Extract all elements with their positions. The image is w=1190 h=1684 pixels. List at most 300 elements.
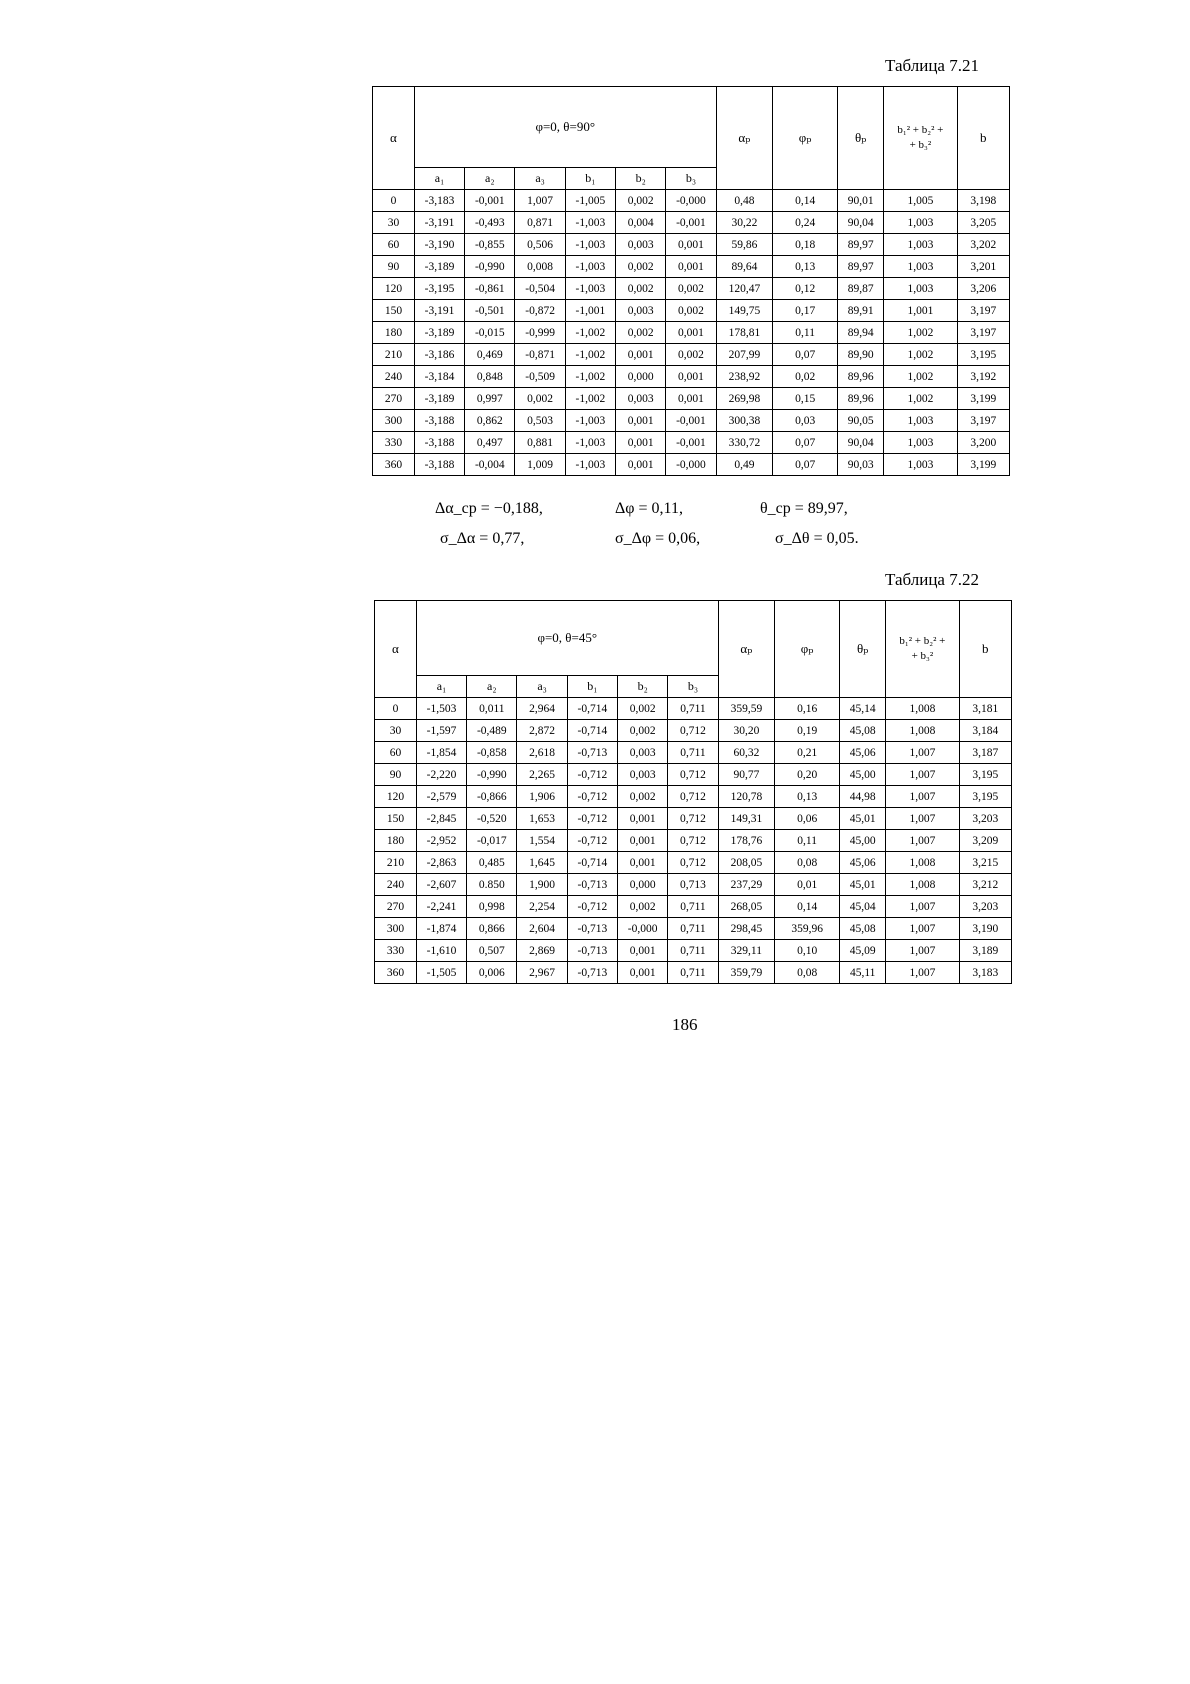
subheader-a1: a₁ (414, 168, 464, 190)
cell-b1: -0,714 (567, 852, 617, 874)
cell-a2: -0,855 (465, 234, 515, 256)
cell-b1: -0,713 (567, 918, 617, 940)
cell-phi-p: 0,11 (773, 322, 838, 344)
cell-alpha: 60 (375, 742, 417, 764)
cell-alpha-p: 269,98 (716, 388, 773, 410)
cell-a1: -1,854 (416, 742, 466, 764)
cell-a3: 2,254 (517, 896, 567, 918)
header-sum-squares-line2: + b₃² (909, 139, 932, 151)
table-row (375, 852, 1012, 874)
cell-a1: -3,188 (414, 454, 464, 476)
cell-a2: 0,497 (465, 432, 515, 454)
subheader-b3: b₃ (666, 168, 716, 190)
cell-b2: 0,002 (618, 896, 668, 918)
page-number: 186 (672, 1015, 698, 1034)
cell-alpha-p: 268,05 (718, 896, 775, 918)
cell-b3: 0,711 (668, 962, 718, 984)
header-condition: φ=0, θ=90° (414, 87, 716, 168)
cell-a2: 0,998 (467, 896, 517, 918)
cell-sum-squares: 1,007 (886, 918, 959, 940)
cell-phi-p: 0,13 (775, 786, 840, 808)
cell-alpha-p: 89,64 (716, 256, 773, 278)
cell-a2: -0,004 (465, 454, 515, 476)
cell-alpha: 180 (373, 322, 415, 344)
cell-a1: -1,610 (416, 940, 466, 962)
cell-a2: -0,990 (465, 256, 515, 278)
cell-alpha-p: 329,11 (718, 940, 775, 962)
cell-b1: -1,003 (565, 212, 615, 234)
table2-body (375, 698, 1012, 984)
cell-a2: 0,507 (467, 940, 517, 962)
cell-a3: 1,554 (517, 830, 567, 852)
cell-theta-p: 90,04 (838, 212, 884, 234)
cell-sum-squares: 1,003 (884, 410, 957, 432)
cell-b1: -1,003 (565, 410, 615, 432)
cell-alpha: 300 (375, 918, 417, 940)
cell-sum-squares: 1,005 (884, 190, 957, 212)
cell-phi-p: 0,15 (773, 388, 838, 410)
cell-alpha-p: 237,29 (718, 874, 775, 896)
cell-b: 3,192 (957, 366, 1009, 388)
table-row (373, 322, 1010, 344)
cell-b1: -0,712 (567, 830, 617, 852)
cell-a3: -0,872 (515, 300, 565, 322)
cell-a3: 1,906 (517, 786, 567, 808)
cell-b2: 0,001 (616, 454, 666, 476)
cell-b3: 0,001 (666, 388, 716, 410)
cell-phi-p: 0,07 (773, 344, 838, 366)
cell-b: 3,215 (959, 852, 1011, 874)
cell-b: 3,183 (959, 962, 1011, 984)
cell-a3: -0,509 (515, 366, 565, 388)
table-row (375, 742, 1012, 764)
header-sum-squares (884, 87, 957, 190)
cell-alpha-p: 359,79 (718, 962, 775, 984)
cell-a3: -0,871 (515, 344, 565, 366)
cell-phi-p: 0,11 (775, 830, 840, 852)
cell-theta-p: 89,94 (838, 322, 884, 344)
cell-b1: -0,712 (567, 808, 617, 830)
cell-alpha: 60 (373, 234, 415, 256)
cell-theta-p: 89,96 (838, 388, 884, 410)
cell-a2: -0,501 (465, 300, 515, 322)
cell-b2: 0,002 (618, 720, 668, 742)
cell-b2: 0,001 (618, 940, 668, 962)
table1-caption: Таблица 7.21 (885, 56, 979, 75)
cell-b2: 0,004 (616, 212, 666, 234)
cell-b3: -0,001 (666, 212, 716, 234)
cell-b1: -0,714 (567, 720, 617, 742)
cell-b: 3,195 (959, 786, 1011, 808)
cell-alpha: 90 (373, 256, 415, 278)
cell-b2: 0,002 (616, 190, 666, 212)
cell-a2: -0,866 (467, 786, 517, 808)
cell-a2: 0,997 (465, 388, 515, 410)
cell-a1: -3,191 (414, 212, 464, 234)
cell-a3: 2,869 (517, 940, 567, 962)
cell-phi-p: 0,06 (775, 808, 840, 830)
cell-theta-p: 90,05 (838, 410, 884, 432)
cell-b: 3,209 (959, 830, 1011, 852)
cell-b3: 0,711 (668, 940, 718, 962)
header-alpha: α (373, 87, 415, 190)
cell-phi-p: 0,13 (773, 256, 838, 278)
cell-alpha: 150 (373, 300, 415, 322)
cell-phi-p: 0,19 (775, 720, 840, 742)
cell-phi-p: 0,24 (773, 212, 838, 234)
cell-b2: 0,003 (616, 234, 666, 256)
cell-alpha-p: 120,78 (718, 786, 775, 808)
cell-a1: -3,195 (414, 278, 464, 300)
cell-alpha: 150 (375, 808, 417, 830)
cell-phi-p: 0,16 (775, 698, 840, 720)
table-row (375, 874, 1012, 896)
table-row (373, 388, 1010, 410)
table-row (375, 940, 1012, 962)
cell-b1: -0,712 (567, 896, 617, 918)
cell-b: 3,187 (959, 742, 1011, 764)
table-row (373, 212, 1010, 234)
cell-a2: -0,858 (467, 742, 517, 764)
cell-a3: 2,265 (517, 764, 567, 786)
cell-b: 3,201 (957, 256, 1009, 278)
cell-sum-squares: 1,002 (884, 344, 957, 366)
cell-sum-squares: 1,002 (884, 366, 957, 388)
subheader-a3: a₃ (517, 676, 567, 698)
cell-a1: -3,188 (414, 410, 464, 432)
table-row (373, 344, 1010, 366)
stat-mean-theta: θ_ср = 89,97, (760, 500, 848, 517)
cell-b1: -0,713 (567, 874, 617, 896)
cell-b1: -1,001 (565, 300, 615, 322)
table-row (373, 300, 1010, 322)
cell-b: 3,195 (959, 764, 1011, 786)
cell-b3: 0,002 (666, 344, 716, 366)
cell-alpha: 120 (373, 278, 415, 300)
cell-alpha: 210 (373, 344, 415, 366)
cell-b2: 0,002 (616, 322, 666, 344)
cell-a3: -0,999 (515, 322, 565, 344)
cell-b1: -0,713 (567, 962, 617, 984)
cell-phi-p: 0,20 (775, 764, 840, 786)
cell-sum-squares: 1,007 (886, 786, 959, 808)
cell-alpha-p: 207,99 (716, 344, 773, 366)
cell-b2: 0,000 (618, 874, 668, 896)
header-b: b (959, 601, 1011, 698)
cell-b: 3,199 (957, 454, 1009, 476)
cell-b3: 0,001 (666, 366, 716, 388)
cell-a3: 2,618 (517, 742, 567, 764)
cell-b2: 0,002 (616, 278, 666, 300)
cell-b3: 0,712 (668, 720, 718, 742)
cell-b2: 0,001 (616, 344, 666, 366)
cell-alpha-p: 208,05 (718, 852, 775, 874)
cell-b1: -1,002 (565, 388, 615, 410)
cell-b: 3,195 (957, 344, 1009, 366)
cell-alpha-p: 149,31 (718, 808, 775, 830)
cell-b: 3,212 (959, 874, 1011, 896)
cell-theta-p: 89,96 (838, 366, 884, 388)
cell-a2: 0,862 (465, 410, 515, 432)
cell-b1: -1,003 (565, 454, 615, 476)
cell-theta-p: 89,90 (838, 344, 884, 366)
cell-alpha: 270 (375, 896, 417, 918)
cell-alpha: 0 (373, 190, 415, 212)
cell-b: 3,197 (957, 300, 1009, 322)
table-row (373, 234, 1010, 256)
cell-b3: -0,001 (666, 432, 716, 454)
cell-b: 3,202 (957, 234, 1009, 256)
cell-phi-p: 0,21 (775, 742, 840, 764)
cell-b3: -0,000 (666, 454, 716, 476)
cell-alpha-p: 30,20 (718, 720, 775, 742)
cell-a3: 1,009 (515, 454, 565, 476)
cell-b1: -0,712 (567, 786, 617, 808)
cell-phi-p: 0,01 (775, 874, 840, 896)
cell-b: 3,205 (957, 212, 1009, 234)
cell-a1: -2,863 (416, 852, 466, 874)
cell-a2: -0,489 (467, 720, 517, 742)
cell-phi-p: 0,12 (773, 278, 838, 300)
cell-b1: -1,005 (565, 190, 615, 212)
table-row (375, 764, 1012, 786)
table-row (373, 278, 1010, 300)
cell-a1: -3,189 (414, 388, 464, 410)
cell-phi-p: 0,14 (775, 896, 840, 918)
cell-phi-p: 359,96 (775, 918, 840, 940)
cell-a3: 0,002 (515, 388, 565, 410)
stat-sigma-d-phi: σ_Δφ = 0,06, (615, 530, 701, 547)
cell-a3: 0,008 (515, 256, 565, 278)
cell-phi-p: 0,14 (773, 190, 838, 212)
cell-b1: -1,003 (565, 432, 615, 454)
cell-alpha-p: 0,48 (716, 190, 773, 212)
cell-a3: 2,967 (517, 962, 567, 984)
cell-b3: -0,000 (666, 190, 716, 212)
cell-theta-p: 45,00 (840, 764, 886, 786)
cell-b3: 0,002 (666, 300, 716, 322)
cell-b2: 0,002 (618, 698, 668, 720)
header-sum-squares-line1: b₁² + b₂² + (899, 635, 946, 647)
cell-a3: 2,964 (517, 698, 567, 720)
cell-alpha: 240 (373, 366, 415, 388)
cell-sum-squares: 1,002 (884, 322, 957, 344)
table-row (375, 918, 1012, 940)
cell-theta-p: 45,09 (840, 940, 886, 962)
cell-theta-p: 45,08 (840, 720, 886, 742)
cell-a1: -1,505 (416, 962, 466, 984)
cell-a2: -0,017 (467, 830, 517, 852)
cell-a1: -1,503 (416, 698, 466, 720)
cell-b1: -1,003 (565, 256, 615, 278)
header-theta-p: θₚ (838, 87, 884, 190)
cell-alpha-p: 300,38 (716, 410, 773, 432)
cell-a1: -1,874 (416, 918, 466, 940)
header-alpha-p: αₚ (718, 601, 775, 698)
cell-sum-squares: 1,003 (884, 278, 957, 300)
cell-b1: -1,003 (565, 278, 615, 300)
cell-a2: 0,866 (467, 918, 517, 940)
cell-a2: -0,861 (465, 278, 515, 300)
cell-b3: 0,712 (668, 764, 718, 786)
cell-b: 3,203 (959, 808, 1011, 830)
header-phi-p: φₚ (775, 601, 840, 698)
cell-b: 3,184 (959, 720, 1011, 742)
cell-a3: 0,506 (515, 234, 565, 256)
cell-a1: -2,845 (416, 808, 466, 830)
cell-alpha-p: 238,92 (716, 366, 773, 388)
cell-a2: -0,001 (465, 190, 515, 212)
table-7-22 (374, 600, 1012, 984)
cell-a1: -3,184 (414, 366, 464, 388)
cell-b2: 0,001 (618, 830, 668, 852)
cell-b1: -1,003 (565, 234, 615, 256)
cell-a2: 0,848 (465, 366, 515, 388)
cell-b3: 0,711 (668, 918, 718, 940)
cell-theta-p: 45,04 (840, 896, 886, 918)
subheader-b1: b₁ (565, 168, 615, 190)
table-row (375, 808, 1012, 830)
table-row (373, 256, 1010, 278)
cell-b3: 0,711 (668, 698, 718, 720)
stat-mean-d-alpha: Δα_ср = −0,188, (435, 500, 543, 517)
cell-phi-p: 0,07 (773, 432, 838, 454)
cell-alpha-p: 298,45 (718, 918, 775, 940)
cell-b2: 0,003 (616, 300, 666, 322)
cell-alpha: 180 (375, 830, 417, 852)
cell-alpha-p: 59,86 (716, 234, 773, 256)
cell-b: 3,197 (957, 410, 1009, 432)
cell-a1: -2,579 (416, 786, 466, 808)
cell-a3: 0,881 (515, 432, 565, 454)
header-alpha: α (375, 601, 417, 698)
cell-a1: -3,189 (414, 256, 464, 278)
cell-a2: -0,990 (467, 764, 517, 786)
cell-b2: 0,002 (618, 786, 668, 808)
cell-a3: 1,900 (517, 874, 567, 896)
cell-alpha: 330 (375, 940, 417, 962)
header-theta-p: θₚ (840, 601, 886, 698)
cell-b1: -0,712 (567, 764, 617, 786)
cell-theta-p: 90,03 (838, 454, 884, 476)
cell-theta-p: 89,87 (838, 278, 884, 300)
subheader-a3: a₃ (515, 168, 565, 190)
cell-phi-p: 0,08 (775, 852, 840, 874)
cell-phi-p: 0,18 (773, 234, 838, 256)
cell-phi-p: 0,08 (775, 962, 840, 984)
cell-a3: 2,604 (517, 918, 567, 940)
cell-sum-squares: 1,007 (886, 940, 959, 962)
subheader-b2: b₂ (616, 168, 666, 190)
table-row (373, 190, 1010, 212)
cell-b2: 0,000 (616, 366, 666, 388)
cell-a2: 0.850 (467, 874, 517, 896)
cell-a2: 0,006 (467, 962, 517, 984)
cell-b3: 0,713 (668, 874, 718, 896)
header-sum-squares-line1: b₁² + b₂² + (897, 124, 944, 136)
cell-sum-squares: 1,003 (884, 432, 957, 454)
table-row (375, 830, 1012, 852)
cell-b3: 0,001 (666, 322, 716, 344)
cell-b1: -0,713 (567, 940, 617, 962)
cell-alpha: 360 (375, 962, 417, 984)
cell-b2: 0,001 (618, 962, 668, 984)
cell-a3: 1,645 (517, 852, 567, 874)
cell-sum-squares: 1,003 (884, 256, 957, 278)
cell-phi-p: 0,17 (773, 300, 838, 322)
cell-theta-p: 45,08 (840, 918, 886, 940)
table-row (373, 454, 1010, 476)
cell-alpha-p: 120,47 (716, 278, 773, 300)
cell-a3: 2,872 (517, 720, 567, 742)
subheader-a2: a₂ (465, 168, 515, 190)
cell-b2: 0,003 (618, 764, 668, 786)
cell-b: 3,181 (959, 698, 1011, 720)
cell-sum-squares: 1,008 (886, 874, 959, 896)
cell-theta-p: 45,01 (840, 874, 886, 896)
cell-phi-p: 0,10 (775, 940, 840, 962)
cell-b3: 0,711 (668, 896, 718, 918)
cell-a2: 0,011 (467, 698, 517, 720)
cell-alpha: 330 (373, 432, 415, 454)
cell-alpha: 210 (375, 852, 417, 874)
subheader-b1: b₁ (567, 676, 617, 698)
cell-b3: 0,711 (668, 742, 718, 764)
cell-alpha: 30 (375, 720, 417, 742)
cell-alpha-p: 0,49 (716, 454, 773, 476)
cell-a1: -3,188 (414, 432, 464, 454)
cell-sum-squares: 1,007 (886, 808, 959, 830)
cell-a2: -0,493 (465, 212, 515, 234)
cell-b1: -0,713 (567, 742, 617, 764)
cell-b2: 0,002 (616, 256, 666, 278)
cell-phi-p: 0,03 (773, 410, 838, 432)
cell-b: 3,203 (959, 896, 1011, 918)
cell-theta-p: 45,01 (840, 808, 886, 830)
cell-a1: -3,186 (414, 344, 464, 366)
cell-alpha-p: 178,81 (716, 322, 773, 344)
cell-alpha: 270 (373, 388, 415, 410)
cell-sum-squares: 1,002 (884, 388, 957, 410)
cell-sum-squares: 1,007 (886, 830, 959, 852)
cell-b3: 0,001 (666, 234, 716, 256)
cell-b2: 0,001 (618, 808, 668, 830)
cell-alpha-p: 149,75 (716, 300, 773, 322)
cell-theta-p: 45,06 (840, 852, 886, 874)
cell-a1: -2,220 (416, 764, 466, 786)
cell-alpha: 240 (375, 874, 417, 896)
cell-a3: 0,871 (515, 212, 565, 234)
cell-a3: 0,503 (515, 410, 565, 432)
cell-a1: -2,241 (416, 896, 466, 918)
cell-b3: 0,002 (666, 278, 716, 300)
cell-b3: 0,001 (666, 256, 716, 278)
header-sum-squares (886, 601, 959, 698)
cell-b2: 0,001 (616, 432, 666, 454)
cell-b: 3,200 (957, 432, 1009, 454)
table-row (375, 896, 1012, 918)
cell-a1: -3,190 (414, 234, 464, 256)
cell-a1: -1,597 (416, 720, 466, 742)
cell-sum-squares: 1,008 (886, 698, 959, 720)
cell-alpha-p: 178,76 (718, 830, 775, 852)
cell-b: 3,199 (957, 388, 1009, 410)
cell-theta-p: 90,04 (838, 432, 884, 454)
cell-a2: -0,520 (467, 808, 517, 830)
cell-sum-squares: 1,001 (884, 300, 957, 322)
table-row (373, 366, 1010, 388)
table-row (375, 786, 1012, 808)
